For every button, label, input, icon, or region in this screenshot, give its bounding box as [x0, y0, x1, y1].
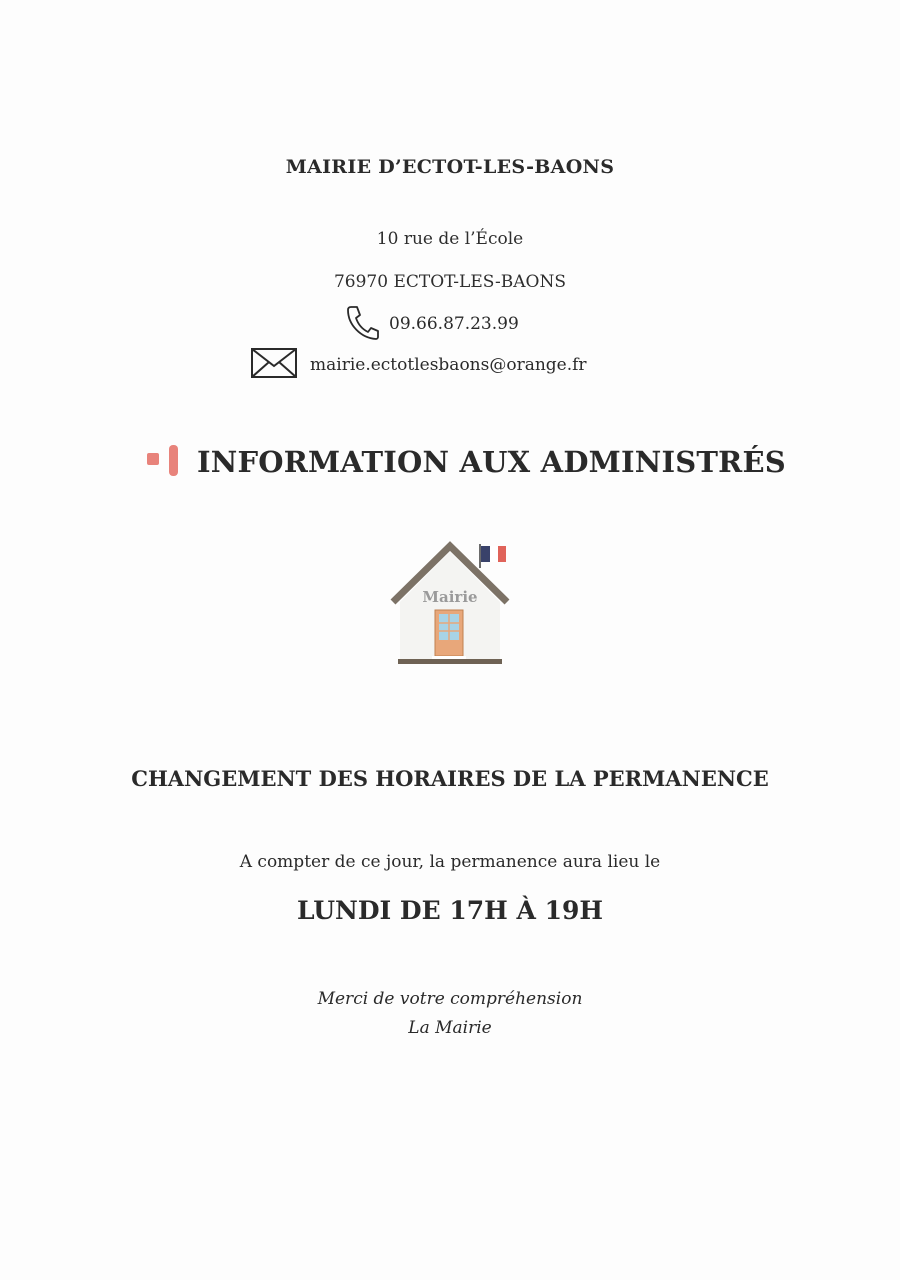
email-address[interactable]: mairie.ectotlesbaons@orange.fr: [310, 355, 587, 375]
town-hall-icon: [388, 538, 512, 670]
organization-name: MAIRIE D’ECTOT-LES-BAONS: [285, 156, 615, 178]
city-address: 76970 ECTOT-LES-BAONS: [333, 272, 566, 292]
announcement-heading: [145, 440, 786, 484]
envelope-icon: [250, 347, 298, 384]
street-address: 10 rue de l’École: [376, 229, 524, 249]
signature: La Mairie: [408, 1018, 492, 1038]
red-bullet-icon: [145, 442, 181, 483]
notice-text: A compter de ce jour, la permanence aura lieu le: [239, 852, 661, 872]
schedule-change-title: CHANGEMENT DES HORAIRES DE LA PERMANENCE: [131, 766, 769, 791]
announcement-title: INFORMATION AUX ADMINISTRÉS: [197, 445, 786, 479]
phone-number[interactable]: 09.66.87.23.99: [389, 314, 519, 334]
house-label: Mairie: [422, 588, 478, 606]
phone-row: [345, 306, 519, 342]
schedule-hours: LUNDI DE 17H À 19H: [296, 896, 603, 925]
email-row: [250, 347, 587, 383]
thanks-text: Merci de votre compréhension: [317, 989, 583, 1009]
phone-icon: [345, 304, 379, 345]
